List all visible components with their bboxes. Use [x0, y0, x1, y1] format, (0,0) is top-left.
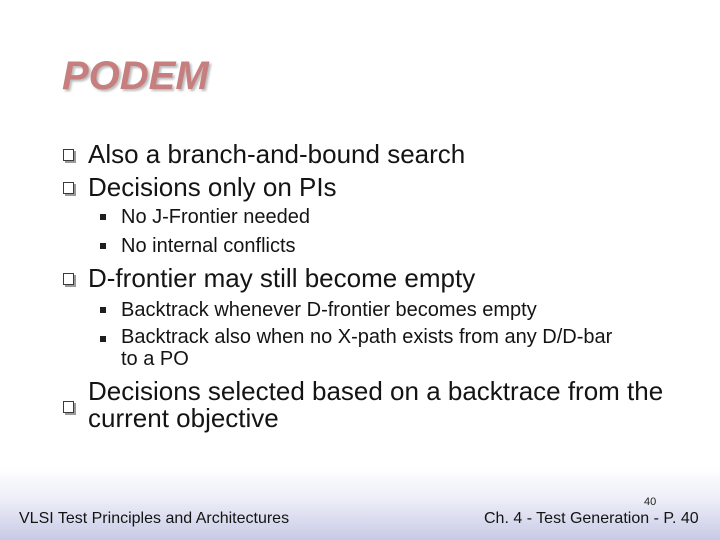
footer-band [0, 468, 720, 540]
bullet-text: Decisions selected based on a backtrace from the current objective [88, 376, 664, 433]
footer-course-title: VLSI Test Principles and Architectures [19, 510, 290, 527]
filled-square-bullet-icon [100, 214, 106, 220]
filled-square-bullet-icon [100, 307, 106, 313]
footer-chapter-page: Ch. 4 - Test Generation - P. 40 [484, 510, 699, 527]
bullet-text: D-frontier may still become empty [88, 263, 476, 293]
sub-bullet-text: No J-Frontier needed [121, 206, 310, 228]
hollow-square-bullet-icon [63, 182, 74, 194]
bullet-text: Also a branch-and-bound search [88, 139, 466, 169]
sub-bullet-text: No internal conflicts [121, 235, 296, 257]
slide-number: 40 [644, 496, 657, 508]
hollow-square-bullet-icon [63, 273, 74, 285]
sub-bullet-text: Backtrack also when no X-path exists from any D/D-bar to a PO [121, 326, 613, 370]
sub-bullet-text: Backtrack whenever D-frontier becomes empty [121, 299, 537, 321]
slide-title: PODEM [62, 54, 209, 98]
hollow-square-bullet-icon [63, 149, 74, 161]
hollow-square-bullet-icon [63, 401, 74, 413]
filled-square-bullet-icon [100, 336, 106, 342]
filled-square-bullet-icon [100, 243, 106, 249]
bullet-text: Decisions only on PIs [88, 172, 337, 202]
